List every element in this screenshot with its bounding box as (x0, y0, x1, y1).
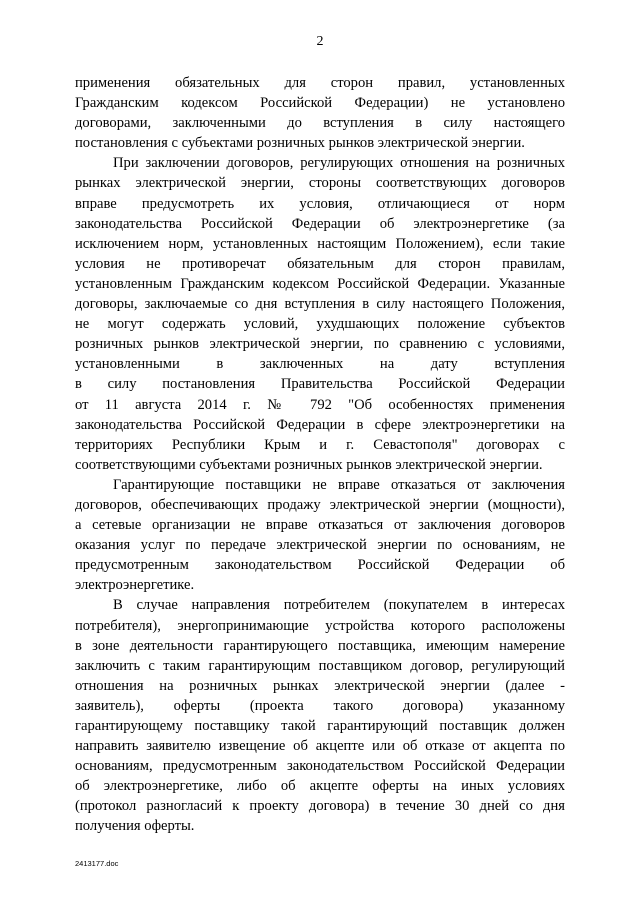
text-line: основаниям, предусмотренным законодательством Российской Федерации (75, 758, 565, 775)
text-line: законодательства Российской Федерации об электроэнергетике (за (75, 215, 565, 232)
text-line: розничных рынков электрической энергии, по сравнению с условиями, (75, 336, 565, 353)
paragraph-start-line: Гарантирующие поставщики не вправе отказаться от заключения (113, 476, 565, 493)
text-line: законодательства Российской Федерации в сфере электроэнергетики на (75, 416, 565, 433)
text-line: не могут содержать условий, ухудшающих положение субъектов (75, 316, 565, 333)
text-line: от 11 августа 2014 г. № 792 "Об особенностях применения (75, 396, 565, 413)
text-line: договоры, заключаемые со дня вступления в силу настоящего Положения, (75, 296, 565, 313)
text-line: в силу постановления Правительства Российской Федерации (75, 376, 565, 393)
text-line: предусмотренным законодательством Российской Федерации об (75, 557, 565, 574)
text-line: заявитель), оферты (проекта такого договора) указанному (75, 697, 565, 714)
text-line: вправе предусмотреть их условия, отличающиеся от норм (75, 195, 565, 212)
text-line: гарантирующему поставщику такой гарантирующий поставщик должен (75, 718, 565, 734)
text-line: исключением норм, установленных настоящим Положением), если такие (75, 235, 565, 252)
paragraph-start-line: При заключении договоров, регулирующих отношения на розничных (113, 155, 565, 172)
text-line: договоров, обеспечивающих продажу электрической энергии (мощности), (75, 496, 565, 513)
page-number: 2 (316, 34, 324, 49)
text-line: в зоне деятельности гарантирующего поставщика, имеющим намерение (75, 637, 565, 654)
text-line: рынках электрической энергии, стороны соответствующих договоров (75, 175, 565, 192)
text-line: соответствующими субъектами розничных рынков электрической энергии. (75, 456, 543, 473)
paragraph-start-line: В случае направления потребителем (покупателем в интересах (113, 597, 565, 614)
text-line: а сетевые организации не вправе отказаться от заключения договоров (75, 517, 565, 534)
footer-document-code: 2413177.doc (75, 859, 119, 868)
document-body (75, 73, 565, 837)
text-line: Гражданским кодексом Российской Федерации) не установлено (75, 95, 565, 112)
text-line: получения оферты. (75, 818, 195, 835)
text-line: оказания услуг по передаче электрической энергии по основаниям, не (75, 537, 565, 554)
text-line: электроэнергетике. (75, 577, 195, 594)
text-line: договорами, заключенными до вступления в силу настоящего (75, 115, 565, 132)
text-line: (протокол разногласий к проекту договора) в течение 30 дней со дня (75, 798, 565, 815)
text-line: направить заявителю извещение об акцепте или об отказе от акцепта по (75, 738, 565, 755)
text-line: территориях Республики Крым и г. Севастополя" договорах с (75, 436, 565, 453)
text-line: установленным Гражданским кодексом Российской Федерации. Указанные (75, 275, 565, 292)
text-line: установленными в заключенных на дату вступления (75, 356, 565, 373)
text-line: условия не противоречат обязательным для сторон правилам, (75, 255, 565, 272)
text-line: потребителя), энергопринимающие устройства которого расположены (75, 617, 565, 634)
text-line: применения обязательных для сторон правил, установленных (75, 75, 565, 91)
text-line: отношения на розничных рынках электрической энергии (далее - (75, 677, 565, 694)
text-line: заключить с таким гарантирующим поставщиком договор, регулирующий (75, 657, 565, 674)
text-line: об электроэнергетике, либо об акцепте оферты на иных условиях (75, 778, 565, 795)
text-line: постановления с субъектами розничных рынков электрической энергии. (75, 135, 525, 152)
